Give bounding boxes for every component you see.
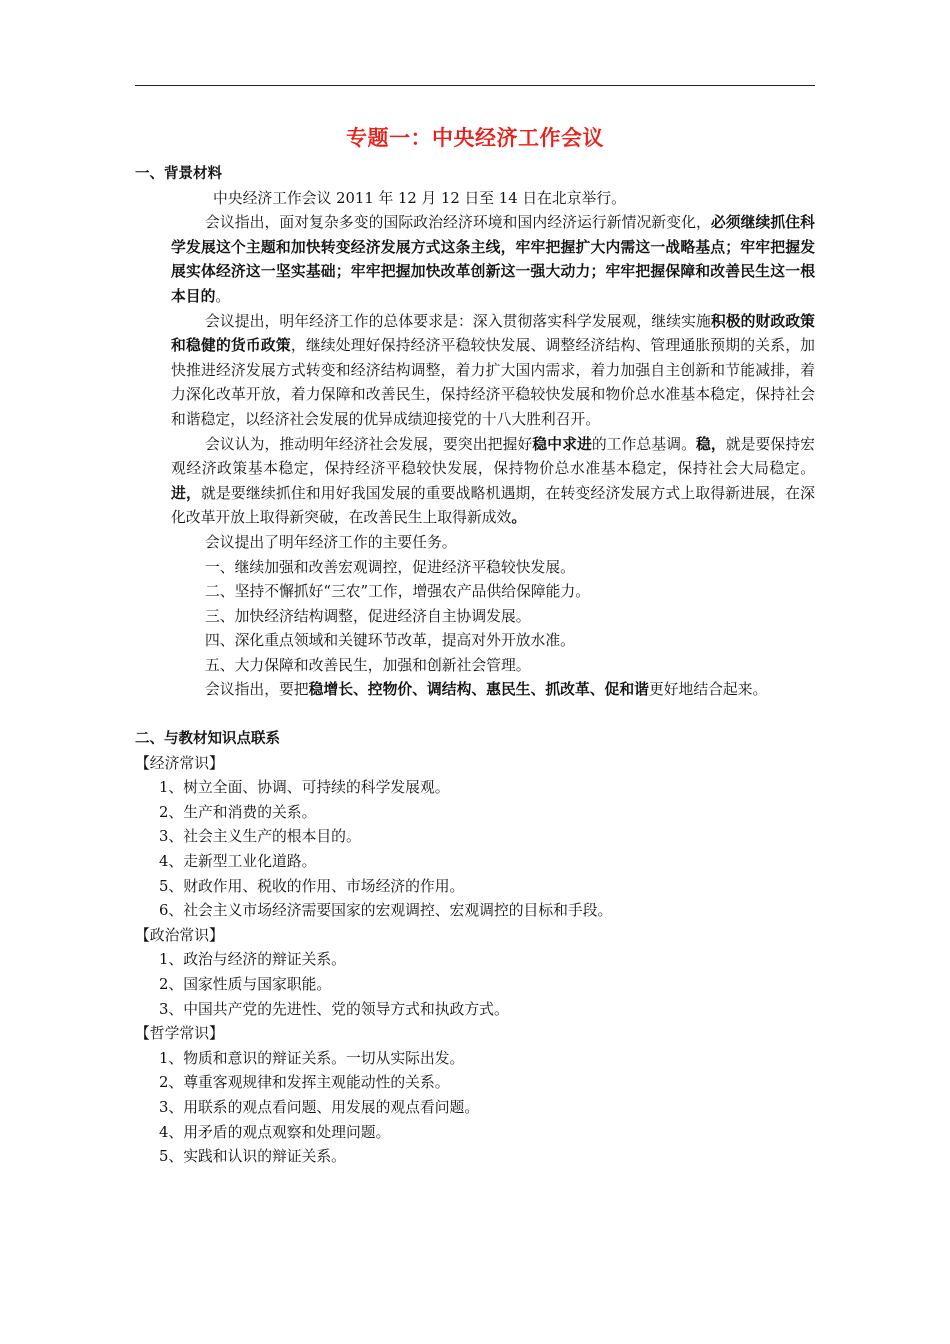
- list-item: 5、实践和认识的辩证关系。: [159, 1148, 346, 1166]
- paragraph-main-tasks: 会议提出了明年经济工作的主要任务。: [205, 533, 457, 551]
- section-gap: [135, 703, 815, 727]
- list-item: 2、国家性质与国家职能。: [159, 976, 332, 993]
- p4-text-g: 就是要继续抓住和用好我国发展的重要战略机遇期，在转变经济发展方式上取得新进展，在深化改革开放上取得新突破，在改善民生上取得新成效: [171, 484, 815, 527]
- p3-text-a: 会议提出，明年经济工作的总体要求是：深入贯彻落实科学发展观，继续实施: [205, 312, 711, 330]
- paragraph-meeting-date: 中央经济工作会议 2011 年 12 月 12 日至 14 日在北京举行。: [213, 189, 626, 207]
- list-item: 4、走新型工业化道路。: [159, 853, 317, 871]
- header-rule: [135, 85, 815, 86]
- task-item: 三、加快经济结构调整，促进经济自主协调发展。: [205, 607, 531, 625]
- category-politics: 【政治常识】: [135, 926, 224, 944]
- p4-text-a: 会议认为，推动明年经济社会发展，要突出把握好: [205, 435, 533, 453]
- task-item: 一、继续加强和改善宏观调控，促进经济平稳较快发展。: [205, 558, 575, 576]
- p2-text-c: 。: [215, 287, 231, 305]
- list-item: 3、社会主义生产的根本目的。: [159, 828, 361, 846]
- list-item: 1、政治与经济的辩证关系。: [159, 951, 346, 969]
- p4-text-bold-2: 稳，: [696, 435, 726, 453]
- list-item: 3、用联系的观点看问题、用发展的观点看问题。: [159, 1098, 480, 1116]
- paragraph-overall-requirements: [135, 310, 815, 433]
- section1-heading: 一、背景材料: [135, 166, 222, 182]
- task-item: 二、坚持不懈抓好“三农”工作，增强农产品供给保障能力。: [205, 583, 591, 601]
- p4-text-c: 的工作总基调。: [591, 435, 696, 453]
- p6-text-c: 更好地结合起来。: [648, 681, 768, 699]
- p2-text-a: 会议指出，面对复杂多变的国际政治经济环境和国内经济运行新情况新变化，: [205, 214, 711, 232]
- task-item: 四、深化重点领域和关键环节改革，提高对外开放水准。: [205, 632, 575, 650]
- category-economics: 【经济常识】: [135, 754, 224, 772]
- p4-text-bold-1: 稳中求进: [532, 435, 592, 453]
- p4-text-bold-3: 进，: [171, 484, 201, 502]
- paragraph-meeting-points: [135, 211, 815, 309]
- p4-text-e: 就是要保持宏观经济政策基本稳定，保持经济平稳较快发展，保持物价总水准基本稳定，保持社会大局稳定。: [171, 435, 815, 478]
- p4-text-h: 。: [511, 509, 527, 527]
- list-item: 2、尊重客观规律和发挥主观能动性的关系。: [159, 1074, 450, 1092]
- list-item: 3、中国共产党的先进性、党的领导方式和执政方式。: [159, 1000, 509, 1018]
- list-item: 1、物质和意识的辩证关系。一切从实际出发。: [159, 1049, 465, 1067]
- section2-heading: 二、与教材知识点联系: [135, 731, 280, 748]
- list-item: 1、树立全面、协调、可持续的科学发展观。: [159, 779, 450, 797]
- p6-text-a: 会议指出，要把: [205, 681, 309, 699]
- list-item: 4、用矛盾的观点观察和处理问题。: [159, 1123, 391, 1141]
- p3-text-bold: 积极的财政政策和稳健的货币政策: [171, 312, 815, 355]
- paragraph-combine: [135, 678, 815, 703]
- list-item: 6、社会主义市场经济需要国家的宏观调控、宏观调控的目标和手段。: [159, 902, 613, 920]
- list-item: 2、生产和消费的关系。: [159, 803, 317, 821]
- page-title: 专题一：中央经济工作会议: [346, 126, 604, 150]
- p2-text-bold: 必须继续抓住科学发展这个主题和加快转变经济发展方式这条主线，牢牢把握扩大内需这一战略基点；牢牢把握发展实体经济这一坚实基础；牢牢把握加快改革创新这一强大动力；牢牢把握保障和改善民生这一根本目的: [171, 214, 815, 305]
- task-item: 五、大力保障和改善民生，加强和创新社会管理。: [205, 656, 531, 674]
- paragraph-stability-progress: [135, 433, 815, 531]
- document-body: [135, 162, 815, 1170]
- p6-text-bold: 稳增长、控物价、调结构、惠民生、抓改革、促和谐: [308, 681, 649, 699]
- list-item: 5、财政作用、税收的作用、市场经济的作用。: [159, 877, 465, 895]
- category-philosophy: 【哲学常识】: [135, 1025, 224, 1043]
- p3-text-c: ，继续处理好保持经济平稳较快发展、调整经济结构、管理通胀预期的关系，加快推进经济发展方式转变和经济结构调整，着力扩大国内需求，着力加强自主创新和节能减排，着力深化改革开放，着力保障和改善民生，保持经济平稳较快发展和物价总水准基本稳定，保持社会和谐稳定，以经济社会发展的优异成绩迎接党的十八大胜利召开。: [171, 337, 815, 428]
